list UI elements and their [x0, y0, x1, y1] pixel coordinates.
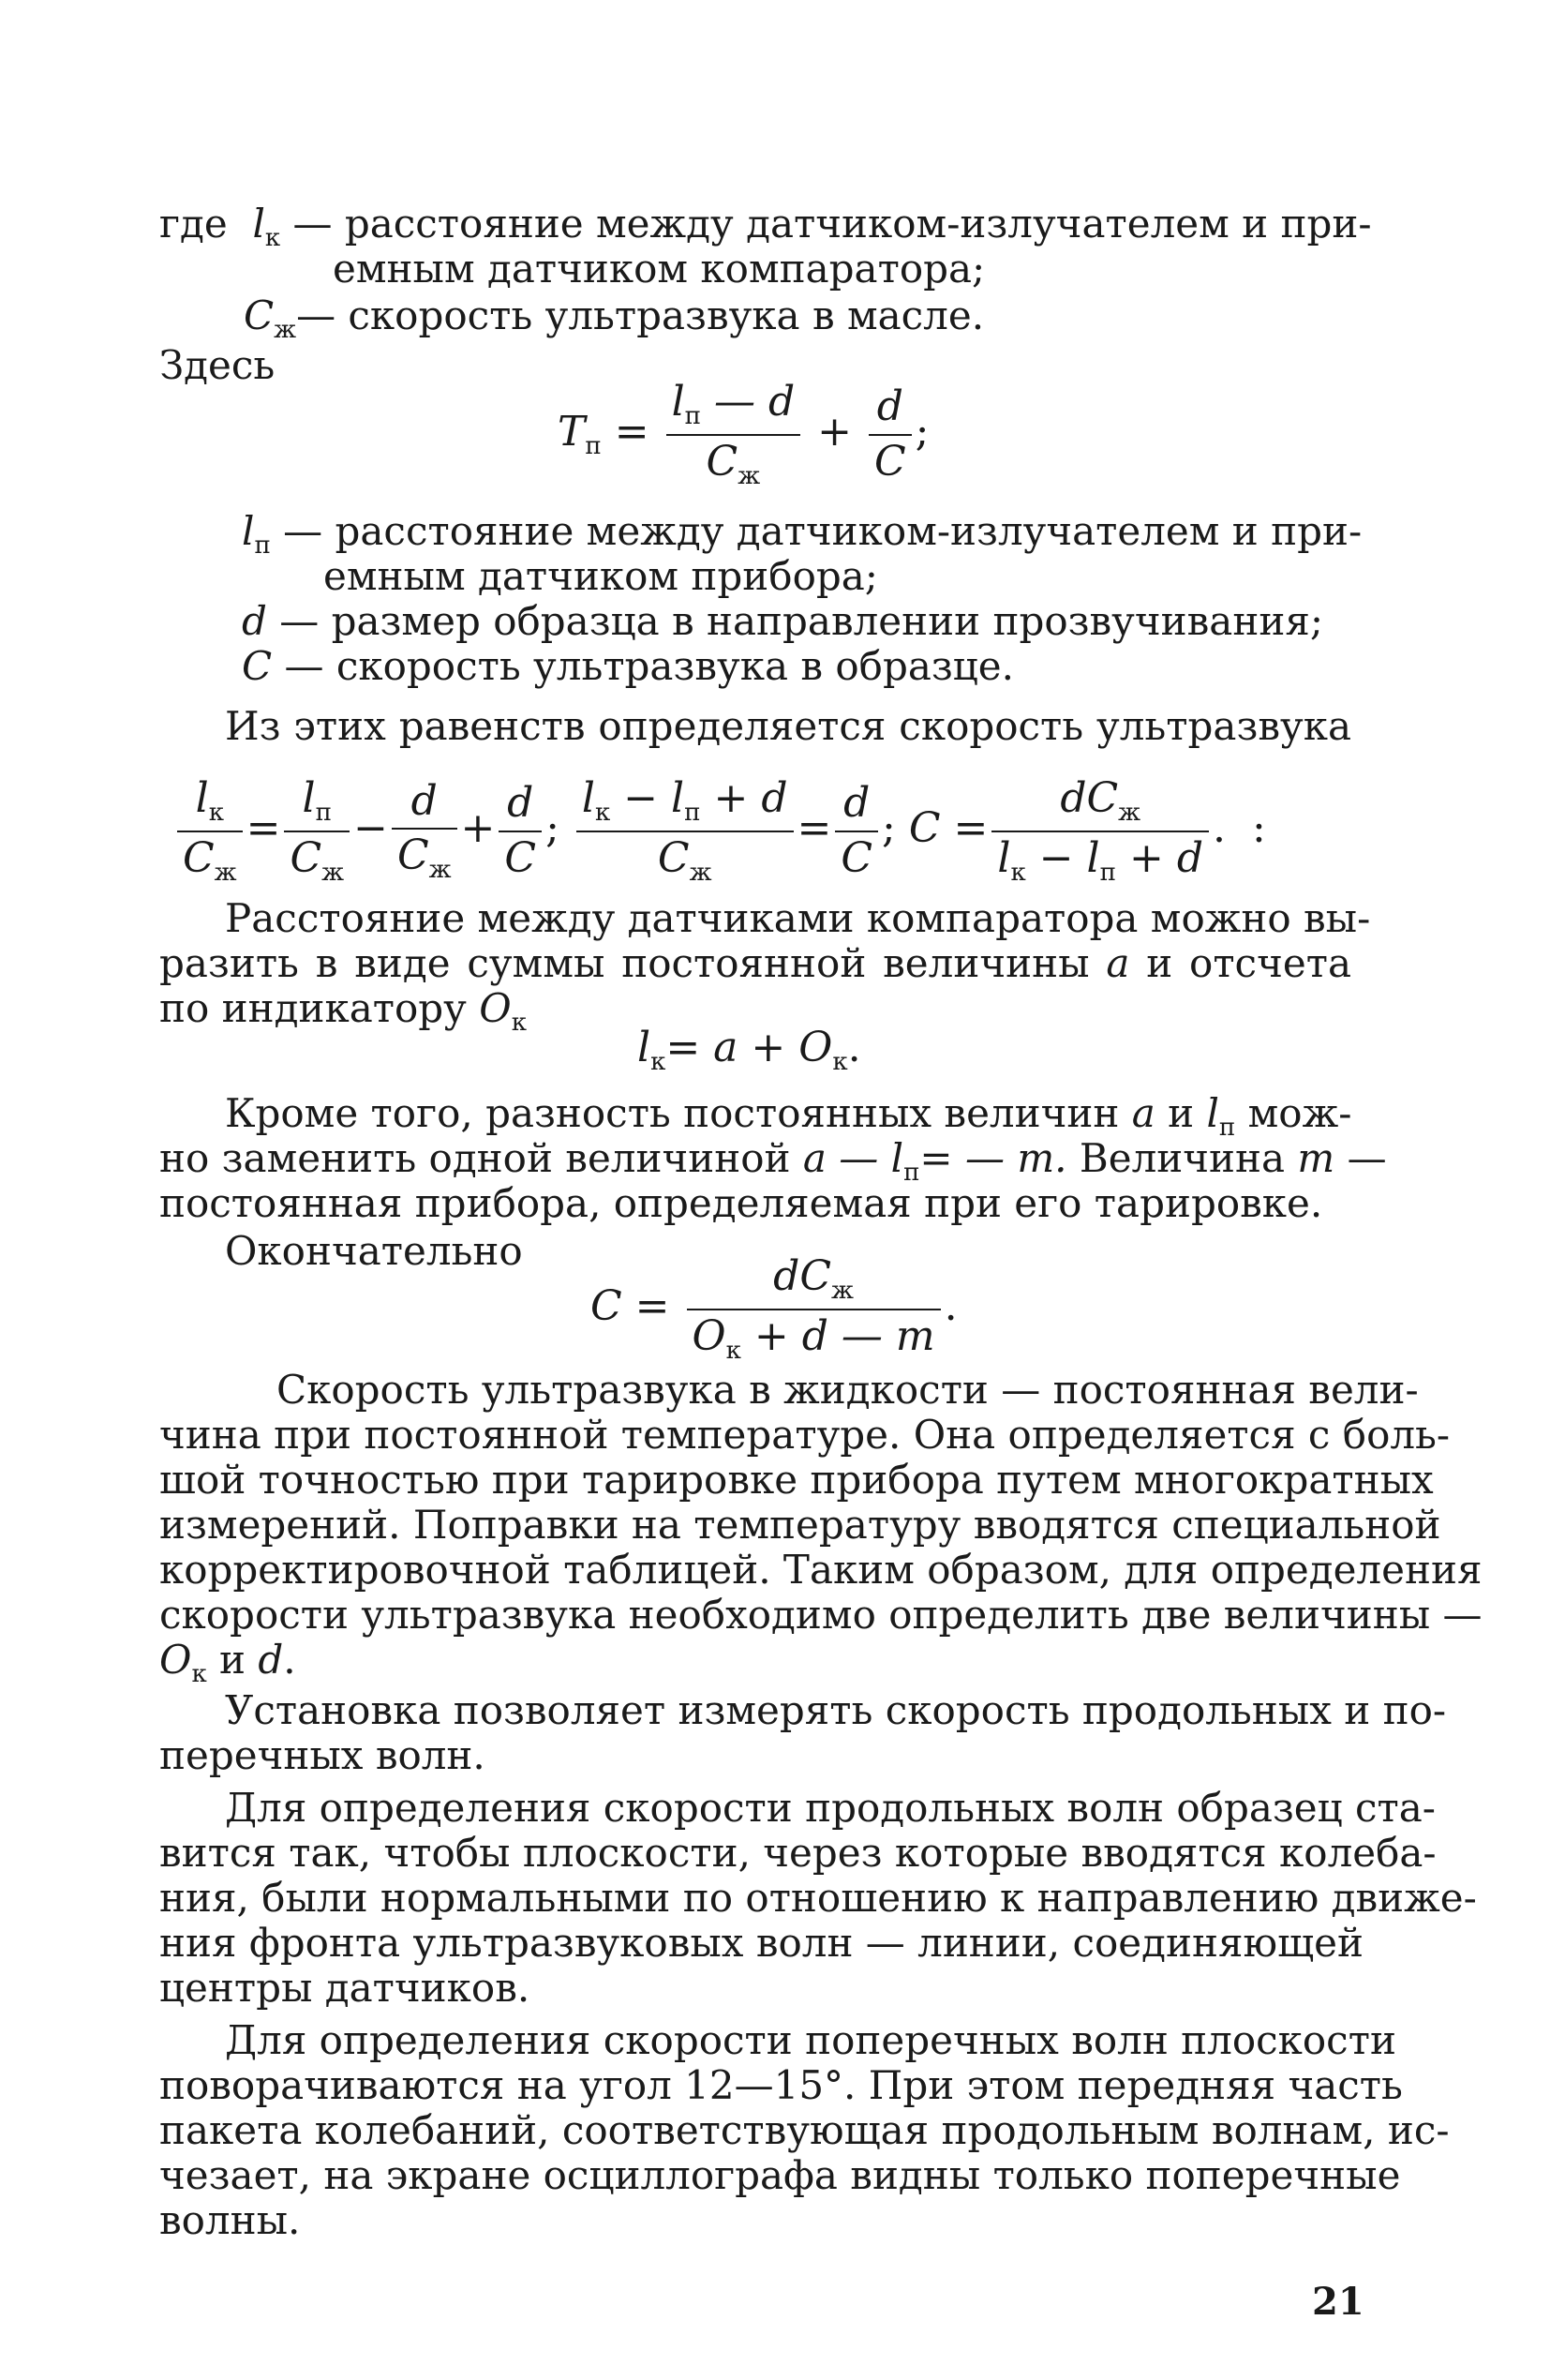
formula-tp-fraction-1: $\frac{l_п — d}{C_ж}$	[666, 380, 801, 489]
para-6-line-2: поворачиваются на угол 12—15°. При этом передняя часть	[159, 2062, 1403, 2108]
para-3-line-2: чина при постоянной температуре. Она определяется с боль-	[159, 1412, 1451, 1458]
para-6-line-5: волны.	[159, 2197, 301, 2243]
symbol-c: C	[242, 643, 273, 689]
para-4-line-1: Установка позволяет измерять скорость продольных и по-	[225, 1687, 1447, 1733]
sentence-from-equalities: Из этих равенств определяется скорость ультразвука	[225, 703, 1351, 749]
def-lp-text: — расстояние между датчиком-излучателем и при-	[283, 508, 1363, 554]
para-5-line-1: Для определения скорости продольных волн образец ста-	[225, 1785, 1436, 1831]
para-2-line-3: постоянная прибора, определяемая при его тарировке.	[159, 1180, 1323, 1226]
para-6-line-1: Для определения скорости поперечных волн плоскости	[225, 2017, 1396, 2063]
word-finally: Окончательно	[225, 1228, 523, 1274]
symbol-cz: $С_ж$	[244, 292, 297, 344]
def-c-text: — скорость ультразвука в образце.	[284, 643, 1014, 689]
para-1-line-1: Расстояние между датчиками компаратора можно вы-	[225, 895, 1371, 941]
para-3-line-5: корректировочной таблицей. Таким образом, для определения	[159, 1547, 1483, 1593]
para-5-line-2: вится так, чтобы плоскости, через которые вводятся колеба-	[159, 1830, 1437, 1876]
para-3-line-4: измерений. Поправки на температуру вводятся специальной	[159, 1502, 1441, 1548]
def-lk-cont: емным датчиком компаратора;	[333, 246, 986, 292]
word-where: где	[159, 201, 228, 247]
para-1-line-3: по индикатору $O_к$	[159, 985, 527, 1037]
symbol-lp: $l_п$	[242, 508, 271, 560]
para-5-line-5: центры датчиков.	[159, 1965, 530, 2011]
def-cz-text: — скорость ультразвука в масле.	[296, 292, 985, 338]
para-3-line-7: $O_к$ и d.	[159, 1637, 296, 1688]
para-4-line-2: перечных волн.	[159, 1732, 485, 1778]
def-lk-text: — расстояние между датчиком-излучателем и при-	[292, 201, 1372, 247]
symbol-d: d	[242, 598, 267, 644]
symbol-lk: $l_к$	[252, 201, 281, 252]
para-3-line-1: Скорость ультразвука в жидкости — постоянная вели-	[276, 1367, 1419, 1413]
def-lp-cont: емным датчиком прибора;	[323, 553, 878, 599]
word-here: Здесь	[159, 342, 276, 388]
def-d-text: — размер образца в направлении прозвучивания;	[279, 598, 1323, 644]
para-6-line-3: пакета колебаний, соответствующая продольным волнам, ис-	[159, 2107, 1450, 2153]
page-number: 21	[1312, 2280, 1364, 2324]
formula-tp: $T_п$ = $\frac{l_п — d}{C_ж}$ + $\frac{d}{C}$ ;	[558, 378, 930, 490]
formula-final: C = $\frac{dC_ж}{O_к + d — m}$ .	[590, 1252, 958, 1365]
para-3-line-6: скорости ультразвука необходимо определить две величины —	[159, 1592, 1483, 1638]
def-d-line	[242, 598, 1351, 645]
para-2-line-1: Кроме того, разность постоянных величин a и $l_п$ мож-	[225, 1090, 1352, 1142]
para-5-line-4: ния фронта ультразвуковых волн — линии, соединяющей	[159, 1920, 1364, 1966]
formula-chain: $\frac{l_к}{C_ж}$ = $\frac{l_п}{C_ж}$ − $\frac{d}{C_ж}$ + $\frac{d}{C}$ ; $\frac{l_к - l_п + d}{C_ж}$ = $\frac{d}{C}$ ; C = $\frac{dC_ж}{l_к - l_п + d}$ . :	[173, 776, 1266, 886]
para-1-line-2: разить в виде суммы постоянной величины a и отсчета	[159, 940, 1351, 986]
def-c-line	[242, 643, 1351, 690]
formula-tp-fraction-2: $\frac{d}{C}$	[869, 384, 912, 485]
formula-lk: $l_к= a + O_к$.	[637, 1024, 861, 1076]
para-3-line-3: шой точностью при тарировке прибора путем многократных	[159, 1457, 1434, 1503]
para-2-line-2: но заменить одной величиной a — $l_п=$ — m. Величина m —	[159, 1135, 1387, 1187]
para-6-line-4: чезает, на экране осциллографа видны только поперечные	[159, 2152, 1401, 2198]
para-5-line-3: ния, были нормальными по отношению к направлению движе-	[159, 1875, 1477, 1921]
